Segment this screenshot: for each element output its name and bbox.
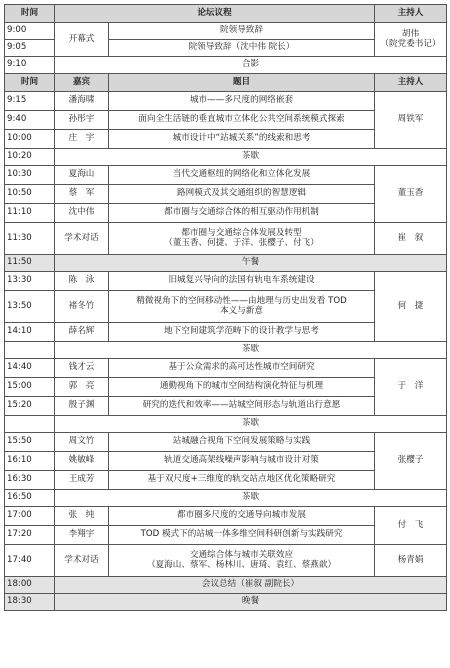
time-cell: 15:20 — [5, 397, 55, 416]
time-cell: 11:10 — [5, 204, 55, 223]
time-cell: 9:05 — [5, 40, 55, 57]
time-cell: 16:10 — [5, 452, 55, 471]
topic-cell: 城市——多尺度的网络嵌套 — [109, 92, 375, 111]
host-cell: 付 飞 — [375, 507, 447, 545]
host-cell: 周铁军 — [375, 92, 447, 149]
opening-row-1 — [5, 23, 447, 40]
session-row — [5, 359, 447, 378]
topic-cell: 基于公众需求的高可达性城市空间研究 — [109, 359, 375, 378]
break-row — [5, 342, 447, 359]
guest-cell: 陈 泳 — [55, 272, 109, 291]
break-row — [5, 149, 447, 166]
time-cell: 10:30 — [5, 166, 55, 185]
discussion-row — [5, 545, 447, 577]
topic-cell: 当代交通枢纽的网络化和立体化发展 — [109, 166, 375, 185]
agenda-header: 论坛议程 — [55, 5, 375, 23]
guest-cell: 钱才云 — [55, 359, 109, 378]
photo-item: 合影 — [55, 57, 447, 74]
topic-line-2: 本义与新意 — [220, 305, 263, 316]
discussion-row — [5, 223, 447, 255]
topic-cell: TOD 模式下的站城一体多维空间科研创新与实践研究 — [109, 526, 375, 545]
topic-cell: 路网模式及其交通组织的智慧逻辑 — [109, 185, 375, 204]
guest-cell: 张 纯 — [55, 507, 109, 526]
topic-cell: 都市圈与交通综合体的相互驱动作用机制 — [109, 204, 375, 223]
guest-cell: 学术对话 — [55, 545, 109, 577]
time-cell — [5, 342, 55, 359]
lunch-row — [5, 255, 447, 272]
topic-cell: 通勤视角下的城市空间结构演化特征与机理 — [109, 378, 375, 397]
guest-cell: 沈中伟 — [55, 204, 109, 223]
session-row — [5, 433, 447, 452]
topic-line-1: 交通综合体与城市关联效应 — [189, 549, 294, 560]
agenda-header-row — [5, 5, 447, 23]
time-cell: 18:00 — [5, 577, 55, 594]
host-header: 主持人 — [375, 5, 447, 23]
guest-cell: 李翔宇 — [55, 526, 109, 545]
topic-line-2: （夏海山、蔡军、杨林川、唐琦、袁红、蔡燕歆） — [146, 559, 337, 570]
time-cell: 13:30 — [5, 272, 55, 291]
host-header: 主持人 — [375, 74, 447, 92]
host-cell: 杨青娟 — [375, 545, 447, 577]
guest-cell: 夏海山 — [55, 166, 109, 185]
topic-cell: 站城融合视角下空间发展策略与实践 — [109, 433, 375, 452]
time-cell: 9:15 — [5, 92, 55, 111]
guest-cell: 学术对话 — [55, 223, 109, 255]
summary-item: 会议总结（崔叙 副院长） — [55, 577, 447, 594]
time-cell: 17:40 — [5, 545, 55, 577]
sessions-header-row — [5, 74, 447, 92]
guest-cell: 周文竹 — [55, 433, 109, 452]
opening-host-title: （院党委书记） — [380, 38, 441, 49]
session-row — [5, 507, 447, 526]
guest-cell: 褚冬竹 — [55, 291, 109, 323]
guest-cell: 孙彤宇 — [55, 111, 109, 130]
topic-line-1: 都市圈与交通综合体发展及转型 — [181, 227, 302, 238]
time-header: 时间 — [5, 5, 55, 23]
guest-cell: 姚敏峰 — [55, 452, 109, 471]
topic-header: 题目 — [109, 74, 375, 92]
topic-cell: 都市圈多尺度的交通导向城市发展 — [109, 507, 375, 526]
session-row — [5, 92, 447, 111]
topic-line-1: 精微视角下的空间移动性——由地理与历史出发看 TOD — [136, 295, 347, 306]
break-item: 茶歇 — [55, 490, 447, 507]
time-cell: 9:40 — [5, 111, 55, 130]
topic-cell: 面向全生活链的垂直城市立体化公共空间系统模式探索 — [109, 111, 375, 130]
time-cell: 11:50 — [5, 255, 55, 272]
session-row — [5, 166, 447, 185]
topic-cell — [109, 291, 375, 323]
topic-cell: 地下空间建筑学范畴下的设计教学与思考 — [109, 323, 375, 342]
guest-header: 嘉宾 — [55, 74, 109, 92]
time-header: 时间 — [5, 74, 55, 92]
break-row — [5, 490, 447, 507]
guest-cell: 殷子渊 — [55, 397, 109, 416]
opening-host-name: 胡伟 — [401, 28, 420, 39]
break-item: 茶歇 — [55, 342, 447, 359]
break-item: 茶歇 — [55, 149, 447, 166]
topic-line-2: （董玉香、何捷、于洋、张樱子、付飞） — [164, 237, 319, 248]
time-cell: 15:50 — [5, 433, 55, 452]
host-cell: 于 洋 — [375, 359, 447, 416]
lunch-item: 午餐 — [55, 255, 447, 272]
guest-cell: 蔡 军 — [55, 185, 109, 204]
guest-cell: 庄 宇 — [55, 130, 109, 149]
host-cell: 张樱子 — [375, 433, 447, 490]
time-cell: 15:00 — [5, 378, 55, 397]
time-cell: 14:40 — [5, 359, 55, 378]
guest-cell: 薛名辉 — [55, 323, 109, 342]
time-cell: 11:30 — [5, 223, 55, 255]
topic-cell — [109, 223, 375, 255]
forum-schedule-table — [4, 4, 447, 611]
break-row — [5, 416, 447, 433]
opening-host — [375, 23, 447, 57]
guest-cell: 潘海啸 — [55, 92, 109, 111]
dinner-row — [5, 594, 447, 611]
guest-cell: 郭 亮 — [55, 378, 109, 397]
time-cell: 10:50 — [5, 185, 55, 204]
time-cell: 17:00 — [5, 507, 55, 526]
topic-cell — [109, 545, 375, 577]
time-cell — [5, 416, 55, 433]
time-cell: 16:50 — [5, 490, 55, 507]
topic-cell: 研究的迭代和效率——站城空间形态与轨道出行意愿 — [109, 397, 375, 416]
time-cell: 10:20 — [5, 149, 55, 166]
host-cell: 董玉香 — [375, 166, 447, 223]
opening-label: 开幕式 — [55, 23, 109, 57]
opening-item-2: 院领导致辞（沈中伟 院长） — [109, 40, 375, 57]
host-cell: 崔 叙 — [375, 223, 447, 255]
time-cell: 16:30 — [5, 471, 55, 490]
topic-cell: 轨道交通高架线噪声影响与城市设计对策 — [109, 452, 375, 471]
guest-cell: 王成芳 — [55, 471, 109, 490]
host-cell: 何 捷 — [375, 272, 447, 342]
time-cell: 9:10 — [5, 57, 55, 74]
topic-cell: 基于双尺度+三维度的轨交站点地区优化策略研究 — [109, 471, 375, 490]
time-cell: 9:00 — [5, 23, 55, 40]
time-cell: 17:20 — [5, 526, 55, 545]
session-row — [5, 272, 447, 291]
opening-item-1: 院领导致辞 — [109, 23, 375, 40]
time-cell: 13:50 — [5, 291, 55, 323]
topic-cell: 旧城复兴导向的法国有轨电车系统建设 — [109, 272, 375, 291]
dinner-item: 晚餐 — [55, 594, 447, 611]
topic-cell: 城市设计中“站城关系”的线索和思考 — [109, 130, 375, 149]
photo-row — [5, 57, 447, 74]
break-item: 茶歇 — [55, 416, 447, 433]
time-cell: 18:30 — [5, 594, 55, 611]
time-cell: 10:00 — [5, 130, 55, 149]
time-cell: 14:10 — [5, 323, 55, 342]
summary-row — [5, 577, 447, 594]
